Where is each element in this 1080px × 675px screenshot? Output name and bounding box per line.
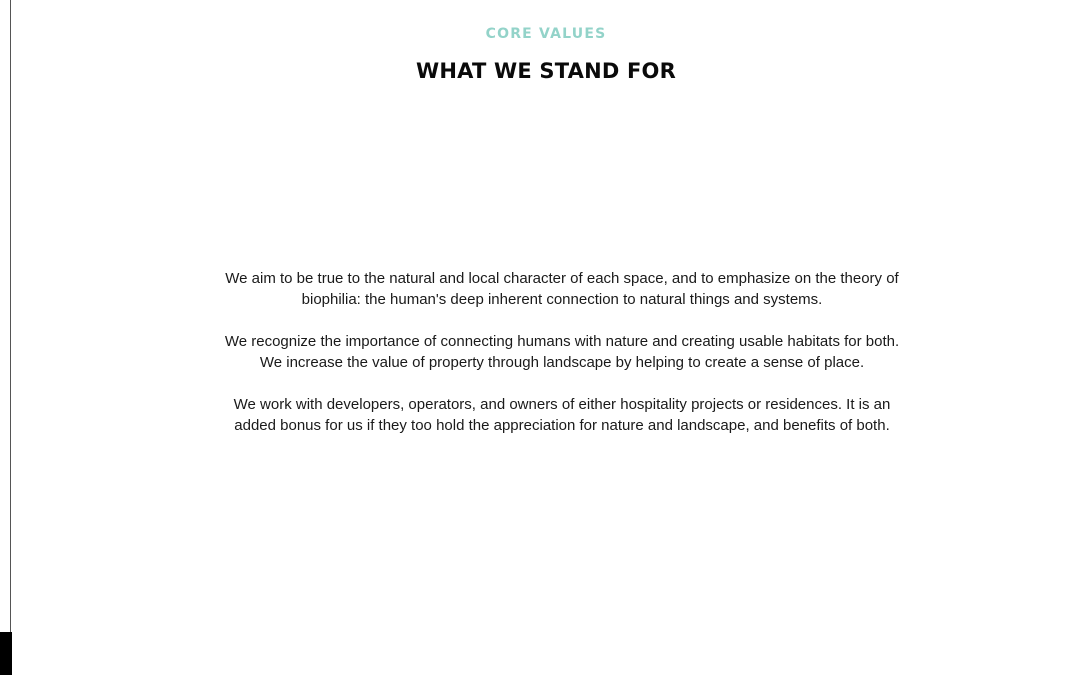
value-paragraph-3: We work with developers, operators, and owners of either hospitality projects or residences. It is an added bonus for us if they too hold the appreciation for nature and landscape, and benefits of both. [233,396,891,434]
values-text-block [222,268,902,457]
value-paragraph-2: We recognize the importance of connecting humans with nature and creating usable habitats for both. We increase the value of property through landscape by helping to create a sense of place. [224,333,900,371]
core-values-section [12,0,1080,675]
left-scroll-rail[interactable] [0,0,11,675]
section-eyebrow: CORE VALUES [485,26,607,42]
left-scroll-thumb[interactable] [0,632,12,675]
section-title: WHAT WE STAND FOR [416,59,676,83]
value-paragraph-1: We aim to be true to the natural and local character of each space, and to emphasize on the theory of biophilia: the human's deep inherent connection to natural things and systems. [225,270,899,308]
